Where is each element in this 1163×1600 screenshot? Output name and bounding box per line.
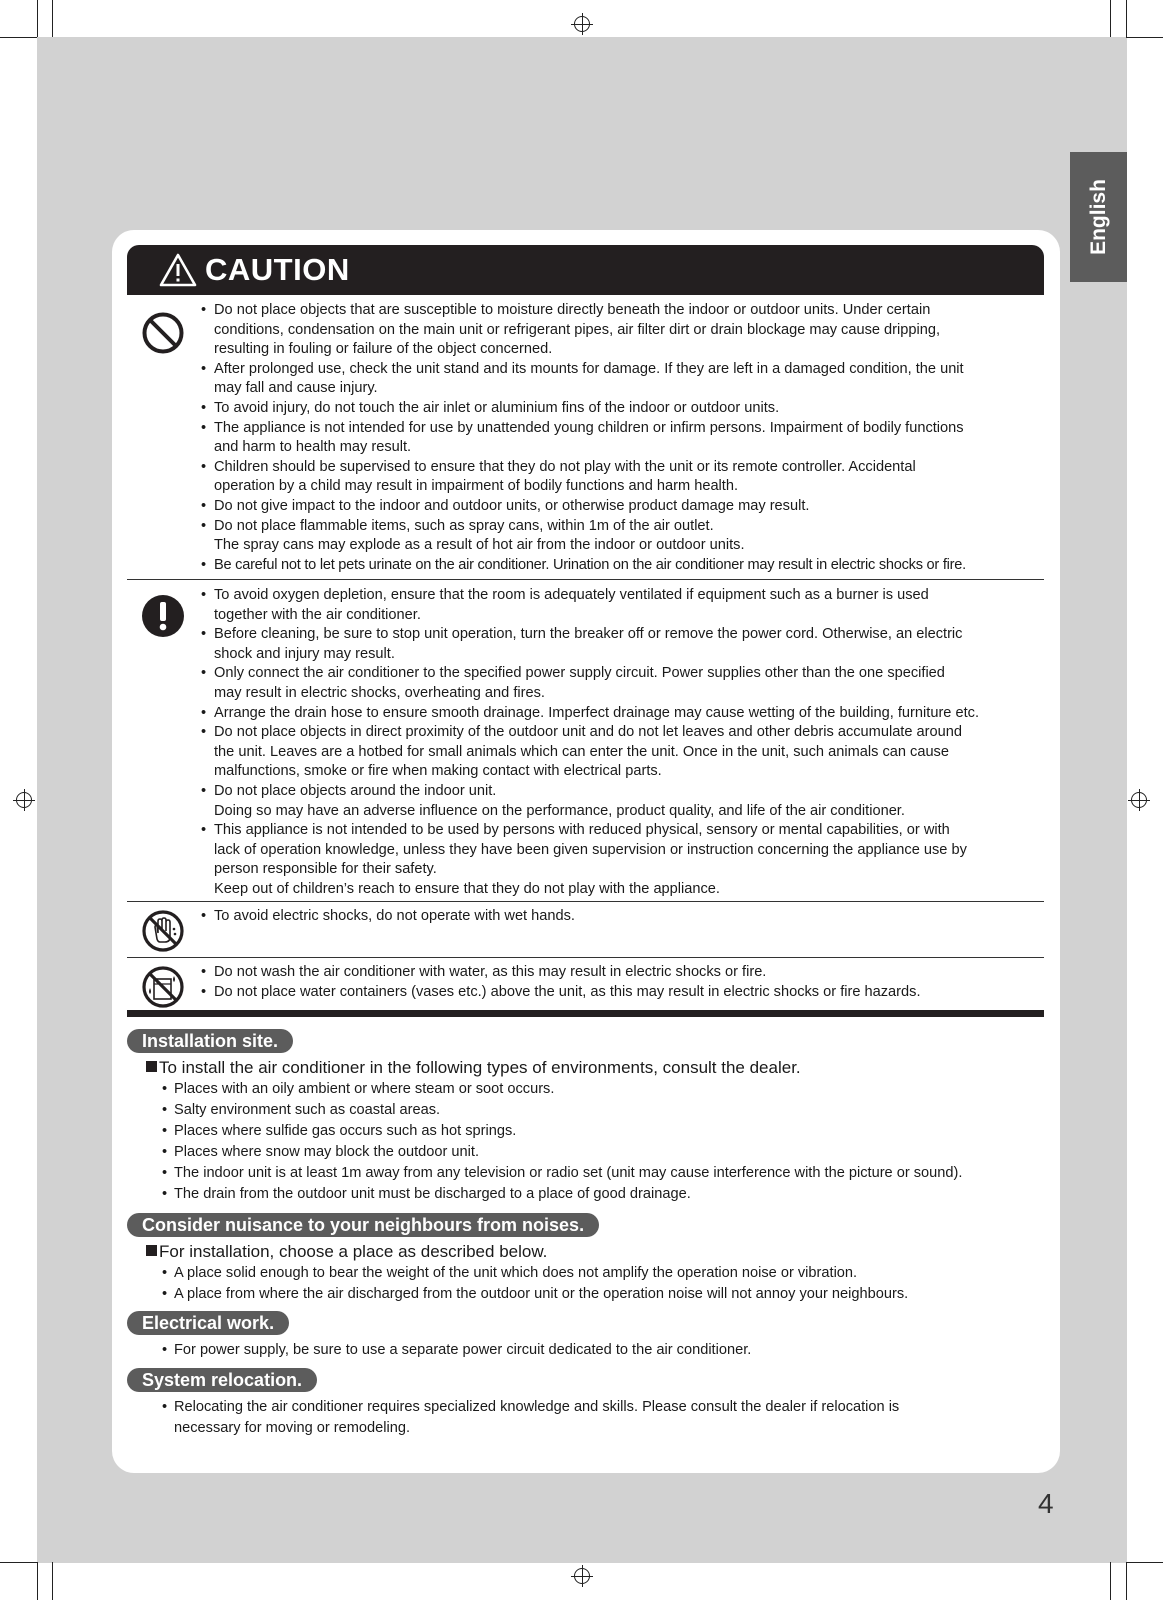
caution-item: • Do not place objects in direct proximity of the outdoor unit and do not let leaves and other debris accumulate around the unit. Leaves are a hotbed for small animals which can enter the unit. Once in the unit, such animals can cause malfunctions, smoke or fire when making contact with electrical parts. [199, 723, 1044, 782]
caution-item: • Only connect the air conditioner to the specified power supply circuit. Power supplies other than the one specified may result in electric shocks, overheating and fires. [199, 664, 1044, 703]
caution-item: • This appliance is not intended to be used by persons with reduced physical, sensory or mental capabilities, or with lack of operation knowledge, unless they have been given supervision or instruction concerning the appliance use by person responsible for their safety. Keep out of children’s reach to ensure that they do not play with the appliance. [199, 821, 1044, 899]
caution-list [199, 907, 1044, 927]
list-item: • Places with an oily ambient or where steam or soot occurs. [162, 1079, 962, 1100]
list-item: • For power supply, be sure to use a separate power circuit dedicated to the air conditioner. [162, 1340, 751, 1361]
registration-mark-icon [1131, 792, 1147, 808]
list-item: • The drain from the outdoor unit must be discharged to a place of good drainage. [162, 1184, 962, 1205]
noise-heading: Consider nuisance to your neighbours from noises. [127, 1213, 599, 1237]
electrical-work-heading: Electrical work. [127, 1311, 289, 1335]
caution-item: • Do not place objects that are susceptible to moisture directly beneath the indoor or outdoor units. Under certain conditions, condensation on the main unit or refrigerant pipes, air filter dirt or drain blockage may cause dripping, resulting in fouling or failure of the object concerned. [199, 301, 1044, 360]
crop-mark [1126, 0, 1127, 37]
crop-mark [1126, 1562, 1127, 1600]
caution-item: • Children should be supervised to ensure that they do not play with the unit or its remote controller. Accidental operation by a child may result in impairment of bodily functions and harm health. [199, 458, 1044, 497]
language-tab [1070, 152, 1127, 282]
registration-mark-icon [574, 1568, 590, 1584]
crop-mark [37, 1562, 38, 1600]
crop-mark [37, 0, 38, 37]
electrical-work-list [162, 1340, 751, 1361]
no-water-wash-icon [141, 965, 185, 1009]
crop-mark [1126, 37, 1163, 38]
crop-mark [0, 1562, 37, 1563]
list-item: • The indoor unit is at least 1m away from any television or radio set (unit may cause interference with the picture or sound). [162, 1163, 962, 1184]
caution-item: • Arrange the drain hose to ensure smooth drainage. Imperfect drainage may cause wetting of the building, furniture etc. [199, 704, 1044, 724]
list-item: • Places where sulfide gas occurs such as hot springs. [162, 1121, 962, 1142]
crop-mark [1126, 1562, 1163, 1563]
caution-item: • Before cleaning, be sure to stop unit operation, turn the breaker off or remove the power cord. Otherwise, an electric shock and injury may result. [199, 625, 1044, 664]
noise-list [162, 1263, 908, 1305]
language-tab-label: English [1086, 179, 1110, 255]
caution-item: • Do not wash the air conditioner with water, as this may result in electric shocks or fire. [199, 963, 1044, 983]
installation-site-intro: To install the air conditioner in the following types of environments, consult the dealer. [146, 1057, 801, 1078]
caution-item: • Be careful not to let pets urinate on the air conditioner. Urination on the air conditioner may result in electric shocks or fire. [199, 556, 1044, 576]
no-wet-hands-icon [141, 909, 185, 953]
prohibition-icon [141, 311, 185, 355]
square-bullet-icon [146, 1245, 157, 1256]
caution-header [127, 245, 1044, 295]
section-divider [127, 957, 1044, 958]
warning-triangle-icon [159, 253, 197, 287]
caution-item: • After prolonged use, check the unit stand and its mounts for damage. If they are left in a damaged condition, the unit may fall and cause injury. [199, 360, 1044, 399]
caution-bottom-bar [127, 1010, 1044, 1017]
registration-mark-icon [16, 792, 32, 808]
system-relocation-list [162, 1397, 899, 1439]
content-panel [112, 230, 1060, 1473]
caution-list [199, 301, 1044, 575]
registration-mark-icon [574, 16, 590, 32]
caution-item: • To avoid electric shocks, do not operate with wet hands. [199, 907, 1044, 927]
system-relocation-heading: System relocation. [127, 1368, 317, 1392]
square-bullet-icon [146, 1061, 157, 1072]
list-item: • Salty environment such as coastal areas. [162, 1100, 962, 1121]
crop-mark [1110, 1562, 1111, 1600]
caution-list [199, 963, 1044, 1002]
list-item: • Places where snow may block the outdoor unit. [162, 1142, 962, 1163]
caution-item: • Do not place objects around the indoor unit. Doing so may have an adverse influence on the performance, product quality, and life of the air conditioner. [199, 782, 1044, 821]
list-item: • Relocating the air conditioner requires specialized knowledge and skills. Please consult the dealer if relocation is necessary for moving or remodeling. [162, 1397, 899, 1439]
crop-mark [1110, 0, 1111, 37]
installation-site-list [162, 1079, 962, 1205]
caution-item: • Do not place flammable items, such as spray cans, within 1m of the air outlet. The spray cans may explode as a result of hot air from the indoor or outdoor units. [199, 517, 1044, 556]
caution-title: CAUTION [205, 252, 350, 287]
mandatory-action-icon [141, 594, 185, 638]
installation-site-heading: Installation site. [127, 1029, 293, 1053]
crop-mark [0, 37, 37, 38]
caution-item: • The appliance is not intended for use by unattended young children or infirm persons. Impairment of bodily functions and harm to health may result. [199, 419, 1044, 458]
caution-list [199, 586, 1044, 900]
page-number: 4 [1038, 1488, 1054, 1519]
list-item: • A place solid enough to bear the weight of the unit which does not amplify the operation noise or vibration. [162, 1263, 908, 1284]
caution-item: • Do not place water containers (vases etc.) above the unit, as this may result in electric shocks or fire hazards. [199, 983, 1044, 1003]
list-item: • A place from where the air discharged from the outdoor unit or the operation noise will not annoy your neighbours. [162, 1284, 908, 1305]
caution-item: • To avoid oxygen depletion, ensure that the room is adequately ventilated if equipment such as a burner is used together with the air conditioner. [199, 586, 1044, 625]
crop-mark [52, 1562, 53, 1600]
caution-item: • To avoid injury, do not touch the air inlet or aluminium fins of the indoor or outdoor units. [199, 399, 1044, 419]
noise-intro: For installation, choose a place as described below. [146, 1241, 547, 1262]
section-divider [127, 901, 1044, 902]
section-divider [127, 579, 1044, 580]
crop-mark [52, 0, 53, 37]
caution-item: • Do not give impact to the indoor and outdoor units, or otherwise product damage may result. [199, 497, 1044, 517]
